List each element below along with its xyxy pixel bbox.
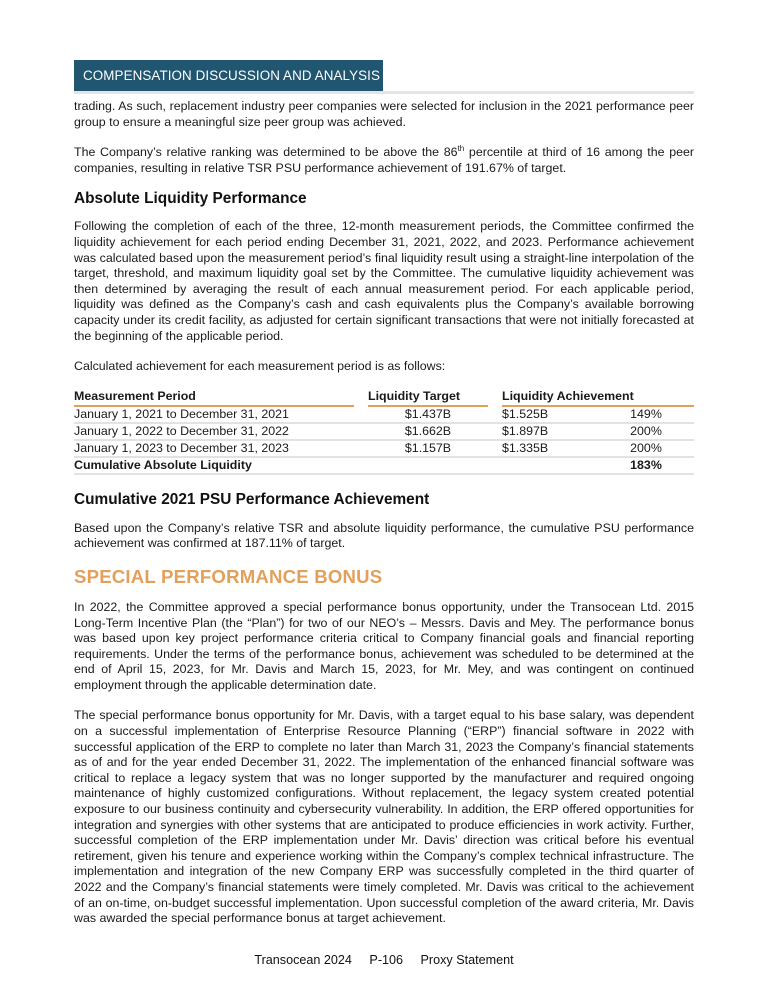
page-content (74, 99, 694, 927)
header-measurement-period: Measurement Period (74, 389, 354, 407)
header-liquidity-achievement: Liquidity Achievement (502, 389, 694, 407)
cell-empty (502, 458, 598, 475)
table-header-row (74, 389, 694, 407)
footer-company: Transocean 2024 (254, 953, 352, 967)
cell-empty (368, 458, 488, 475)
header-liquidity-target: Liquidity Target (368, 389, 488, 407)
cell-percent: 200% (598, 424, 694, 441)
liquidity-table (74, 389, 694, 475)
ranking-text-end: percentile at third of 16 among the peer companies, resulting in relative TSR PSU performance achievement of 191.67% of target. (74, 145, 694, 175)
cell-gap (354, 424, 368, 441)
table-row (74, 407, 694, 424)
cell-target: $1.662B (368, 424, 488, 441)
cell-gap (488, 458, 502, 475)
cell-total-label: Cumulative Absolute Liquidity (74, 458, 354, 475)
paragraph-relative-ranking (74, 145, 694, 176)
page-footer (0, 953, 768, 967)
table-row (74, 424, 694, 441)
cell-gap (354, 441, 368, 458)
ranking-text-start: The Company’s relative ranking was determined to be above the 86 (74, 145, 458, 160)
cell-gap (354, 458, 368, 475)
heading-special-performance-bonus: SPECIAL PERFORMANCE BONUS (74, 565, 383, 587)
cell-total-percent: 183% (598, 458, 694, 475)
cell-gap (488, 407, 502, 424)
header-gap (354, 389, 368, 407)
cell-gap (488, 441, 502, 458)
cell-actual: $1.525B (502, 407, 598, 424)
cell-gap (354, 407, 368, 424)
footer-page-number: P-106 (369, 953, 404, 967)
paragraph-psu-achievement: Based upon the Company’s relative TSR and absolute liquidity performance, the cumulative PSU performance achievement was confirmed at 187.11% of target. (74, 520, 694, 551)
cell-period: January 1, 2022 to December 31, 2022 (74, 424, 354, 441)
cell-percent: 200% (598, 441, 694, 458)
ordinal-superscript: th (457, 144, 465, 154)
cell-period: January 1, 2021 to December 31, 2021 (74, 407, 354, 424)
paragraph-bonus-approval: In 2022, the Committee approved a special performance bonus opportunity, under the Transocean Ltd. 2015 Long-Term Incentive Plan (the “Plan”) for two of our NEO’s – Messrs. Davis and Mey. The performance bonus was based upon key project performance criteria critical to Company financial goals and financial reporting requirements. Under the terms of the performance bonus, achievement was scheduled to be determined at the end of April 15, 2023, for Mr. Davis and March 15, 2023, for Mr. Mey, and was contingent on continued employment through the applicable determination date. (74, 599, 694, 692)
heading-cumulative-psu: Cumulative 2021 PSU Performance Achievement (74, 490, 430, 508)
paragraph-calculated-intro: Calculated achievement for each measurement period is as follows: (74, 359, 446, 374)
cell-target: $1.157B (368, 441, 488, 458)
cell-actual: $1.335B (502, 441, 598, 458)
section-title: COMPENSATION DISCUSSION AND ANALYSIS (74, 60, 383, 91)
heading-absolute-liquidity: Absolute Liquidity Performance (74, 190, 307, 208)
cell-actual: $1.897B (502, 424, 598, 441)
header-gap (488, 389, 502, 407)
table-row (74, 441, 694, 458)
cell-percent: 149% (598, 407, 694, 424)
cell-gap (488, 424, 502, 441)
footer-document-name: Proxy Statement (420, 953, 514, 967)
cell-target: $1.437B (368, 407, 488, 424)
cell-period: January 1, 2023 to December 31, 2023 (74, 441, 354, 458)
table-total-row (74, 458, 694, 475)
paragraph-davis-erp: The special performance bonus opportunity for Mr. Davis, with a target equal to his base salary, was dependent on a successful implementation of Enterprise Resource Planning (“ERP”) financial software in 2022 with successful application of the ERP to complete no later than March 31, 2023 the Company’s financial statements as of and for the year ended December 31, 2022. The implementation of the enhanced financial software was critical to replace a legacy system that was no longer supported by the manufacturer and required ongoing maintenance of highly customized configurations. Without replacement, the legacy system created potential exposure to our business continuity and cybersecurity vulnerability. In addition, the ERP offered opportunities for integration and synergies with other systems that are anticipated to produce efficiencies in work activity. Further, successful completion of the ERP implementation under Mr. Davis’ direction was critical before his eventual retirement, given his tenure and experience working within the Company’s complex technical infrastructure. The implementation and integration of the new Company ERP was successfully completed in the third quarter of 2022 and the Company’s financial statements were timely completed. Mr. Davis was critical to the achievement of an on-time, on-budget successful implementation. Upon successful completion of the award criteria, Mr. Davis was awarded the special performance bonus at target achievement. (74, 708, 694, 926)
section-header (74, 60, 694, 94)
paragraph-peer-group: trading. As such, replacement industry peer companies were selected for inclusion in the 2021 performance peer group to ensure a meaningful size peer group was achieved. (74, 99, 694, 129)
paragraph-liquidity-definition: Following the completion of each of the three, 12-month measurement periods, the Committee confirmed the liquidity achievement for each period ending December 31, 2021, 2022, and 2023. Performance achievement was calculated based upon the measurement period’s final liquidity result using a straight-line interpolation of the target, threshold, and maximum liquidity goal set by the Committee. The cumulative liquidity achievement was then determined by averaging the result of each annual measurement period. For each applicable period, liquidity was defined as the Company’s cash and cash equivalents plus the Company’s available borrowing capacity under its credit facility, as adjusted for certain significant transactions that were not initially forecasted at the beginning of the applicable period. (74, 219, 694, 343)
